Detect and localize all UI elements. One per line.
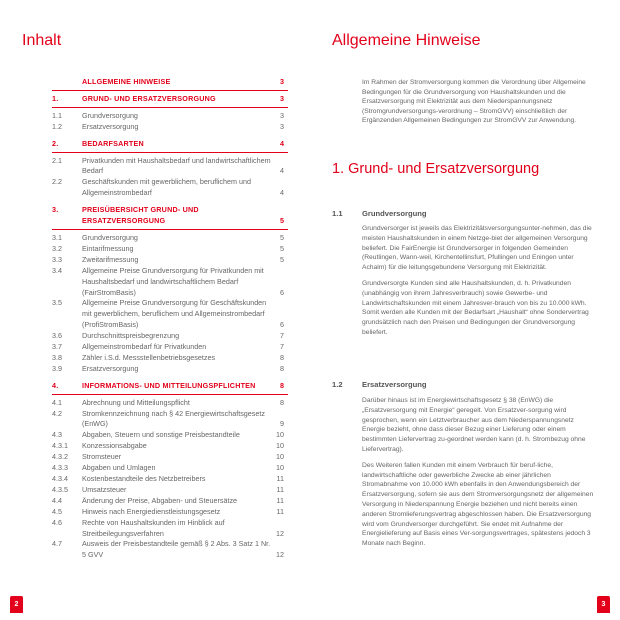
subsection-number: 1.1: [332, 209, 343, 218]
paragraph: Grundversorger ist jeweils das Elektrizitätsversorgungsunter-nehmen, das die meisten Haushaltskunden in einem Netzge-biet der allgemeinen Versorgung beliefert. Die FairEnergie ist Grundversorger in folgenden Gemeinden (Reutlingen, Wann-weil, Kirchentellinsfurt, Pfullingen und Eningen unter Achalm) für die leitungsgebundene Versorgung mit Elektrizität.: [362, 225, 592, 272]
toc-title: Hinweis nach Energiedienstleistungsgesetz: [82, 506, 221, 516]
section-divider: [52, 394, 288, 395]
toc-entry-row[interactable]: [52, 122, 288, 133]
toc-number: 1.: [52, 93, 59, 103]
toc-section-row[interactable]: [52, 94, 288, 105]
toc-page-number: 4: [280, 188, 284, 198]
toc-number: 4.: [52, 380, 59, 390]
toc-number: 2.2: [52, 177, 62, 187]
toc-title: Eintarifmessung: [82, 243, 134, 253]
right-page: [310, 0, 620, 620]
toc-entry-row[interactable]: [52, 518, 288, 540]
toc-title: ALLGEMEINE HINWEISE: [82, 77, 171, 86]
toc-page-number: 10: [276, 463, 284, 473]
toc-entry-row[interactable]: [52, 331, 288, 342]
toc-section-row[interactable]: [52, 205, 288, 227]
toc-page-number: 3: [280, 93, 284, 103]
table-of-contents: [52, 77, 288, 561]
paragraph: Darüber hinaus ist im Energiewirtschaftsgesetz § 38 (EnWG) die „Ersatzversorgung mit Energie“ geregelt. Von Ersatzver-sorgung wird gesprochen, wenn ein Letztverbraucher aus dem Niederspannungsnetz Energie bezieht, ohne dass dieser Bezug einer Lieferung oder einem bestimmten Liefervertrag zu-geordnet werden kann (d. h. Strombezug ohne Liefervertrag).: [362, 397, 586, 453]
toc-page-number: 5: [280, 216, 284, 226]
toc-title: Ersatzversorgung: [82, 121, 139, 131]
toc-title: Konzessionsabgabe: [82, 441, 147, 451]
toc-entry-row[interactable]: [52, 298, 288, 331]
toc-number: 4.3.3: [52, 463, 68, 473]
toc-title: Kostenbestandteile des Netzbetreibers: [82, 474, 206, 483]
toc-title: Änderung der Preise, Abgaben- und Steuersätze: [82, 495, 238, 505]
toc-entry-row[interactable]: [52, 111, 288, 122]
toc-entry-row[interactable]: [52, 353, 288, 364]
toc-title: PREISÜBERSICHT GRUND- UND ERSATZVERSORGUNG: [82, 205, 199, 226]
toc-number: 4.3: [52, 430, 62, 440]
toc-title: Allgemeine Preise Grundversorgung für Privatkunden mit Haushaltsbedarf und landwirtschaftlichem Bedarf (FairStromBasis): [82, 265, 264, 297]
toc-entry-row[interactable]: [52, 233, 288, 244]
toc-title: Durchschnittspreisbegrenzung: [82, 331, 180, 341]
toc-title: Zähler i.S.d. Messstellenbetriebsgesetzes: [82, 352, 216, 362]
toc-page-number: 8: [280, 352, 284, 362]
toc-entry-row[interactable]: [52, 398, 288, 409]
toc-number: 3.8: [52, 352, 62, 362]
section-divider: [52, 107, 288, 108]
toc-entry-row[interactable]: [52, 441, 288, 452]
toc-page-number: 6: [280, 320, 284, 330]
toc-entry-row[interactable]: [52, 507, 288, 518]
toc-page-number: 8: [280, 397, 284, 407]
toc-title: Geschäftskunden mit gewerblichem, beruflichem und Allgemeinstrombedarf: [82, 177, 251, 198]
toc-entry-row[interactable]: [52, 539, 288, 561]
toc-page-number: 12: [276, 550, 284, 560]
toc-title: Abgaben, Steuern und sonstige Preisbestandteile: [82, 430, 240, 440]
section-divider: [52, 152, 288, 153]
toc-number: 4.3.1: [52, 441, 68, 451]
toc-section-row[interactable]: [52, 77, 288, 88]
toc-number: 3.6: [52, 331, 62, 341]
toc-title: Zweitarifmessung: [82, 254, 139, 264]
toc-number: 4.3.4: [52, 474, 68, 483]
toc-page-number: 11: [276, 506, 284, 516]
toc-page-number: 7: [280, 331, 284, 341]
toc-page-number: 9: [280, 419, 284, 429]
toc-page-number: 10: [276, 452, 284, 462]
toc-page-number: 5: [280, 243, 284, 253]
toc-title: Stromkennzeichnung nach § 42 Energiewirtschaftsgesetz (EnWG): [82, 408, 265, 429]
toc-number: 3.4: [52, 265, 62, 275]
intro-paragraph: Im Rahmen der Stromversorgung kommen die Verordnung über Allgemeine Bedingungen für die Grundversorgung von Haushaltskunden und die Ersatzversorgung mit Elektrizität aus dem Niederspannungsnetz (Stromgrundversorgungs-verordnung – StromGVV) einschließlich der Ergänzenden Allgemeinen Bedingungen zur StromGVV zur Anwendung.: [362, 79, 586, 125]
toc-entry-row[interactable]: [52, 177, 288, 199]
toc-page-number: 8: [280, 380, 284, 390]
toc-number: 3.3: [52, 254, 62, 264]
toc-entry-row[interactable]: [52, 156, 288, 178]
subsection-body-1-1: [362, 224, 594, 344]
toc-entry-row[interactable]: [52, 409, 288, 431]
toc-page-number: 11: [276, 495, 284, 505]
toc-number: 4.3.2: [52, 452, 68, 462]
toc-page-number: 5: [280, 232, 284, 242]
toc-title: Rechte von Haushaltskunden im Hinblick auf Streitbeilegungsverfahren: [82, 517, 225, 538]
toc-title: Ausweis der Preisbestandteile gemäß § 2 Abs. 3 Satz 1 Nr. 5 GVV: [82, 539, 271, 560]
paragraph: Grundversorgte Kunden sind alle Haushaltskunden, d. h. Privatkunden (unabhängig von ihrem Jahresverbrauch) sowie Gewerbe- und Landwirtschaftskunden mit einem Jahresver-brauch von bis zu 10.000 kWh. Somit werden alle Kunden mit der Bedarfsart „Haushalt“ ohne Sondervertrag grundsätzlich nach den Preisen und Bedingungen der Grundversorgung beliefert.: [362, 279, 589, 336]
toc-entry-row[interactable]: [52, 474, 288, 485]
toc-page-number: 10: [276, 441, 284, 451]
toc-entry-row[interactable]: [52, 364, 288, 375]
toc-entry-row[interactable]: [52, 463, 288, 474]
toc-page-number: 3: [280, 110, 284, 120]
toc-number: 3.9: [52, 363, 62, 373]
toc-number: 3.1: [52, 232, 62, 242]
subsection-title: Grundversorgung: [362, 209, 427, 218]
section-divider: [52, 90, 288, 91]
toc-title: Ersatzversorgung: [82, 363, 139, 373]
paragraph: Des Weiteren fallen Kunden mit einem Verbrauch für beruf-liche, landwirtschaftliche oder gewerbliche Zwecke ab einer jährlichen Stromabnahme von 10.000 kWh ebenfalls in den Anwendungsbereich der Ersatzversorgung, sofern sie aus dem Stromversorgungsnetz der allgemeinen Versorgung in Niederspannung Energie beziehen und nicht bereits einen anderen Stromlieferungsvertrag abgeschlossen haben. Die Ersatzversorgung wird vom Grundversorger durchgeführt. Sie endet mit Aufnahme der Energielieferung auf Basis eines Ver-sorgungsvertrages, spätestens jedoch 3 Monate nach Beginn.: [362, 461, 594, 548]
subsection-heading-1-1: [332, 209, 427, 218]
toc-title: Allgemeinstrombedarf für Privatkunden: [82, 342, 207, 352]
toc-page-number: 11: [276, 484, 284, 494]
toc-entry-row[interactable]: [52, 244, 288, 255]
toc-number: 4.6: [52, 517, 62, 527]
toc-number: 4.7: [52, 539, 62, 549]
page-number-right: 3: [597, 596, 610, 613]
subsection-title: Ersatzversorgung: [362, 380, 427, 389]
subsection-body-1-2: [362, 396, 594, 555]
toc-number: 4.3.5: [52, 484, 68, 494]
toc-page-number: 12: [276, 528, 284, 538]
toc-page-number: 3: [280, 121, 284, 131]
toc-number: 3.7: [52, 342, 62, 352]
subsection-number: 1.2: [332, 380, 343, 389]
toc-title: INFORMATIONS- UND MITTEILUNGSPFLICHTEN: [82, 380, 256, 390]
toc-title: Abgaben und Umlagen: [82, 463, 156, 473]
toc-page-number: 5: [280, 254, 284, 264]
toc-page-number: 7: [280, 342, 284, 352]
toc-title: Stromsteuer: [82, 452, 122, 462]
toc-number: 3.5: [52, 298, 62, 308]
toc-entry-row[interactable]: [52, 496, 288, 507]
toc-number: 2.: [52, 138, 59, 148]
toc-number: 4.4: [52, 495, 62, 505]
toc-number: 3.2: [52, 243, 62, 253]
toc-page-number: 6: [280, 287, 284, 297]
toc-page-number: 4: [280, 138, 284, 148]
toc-entry-row[interactable]: [52, 430, 288, 441]
toc-number: 3.: [52, 205, 59, 215]
section-heading: 1. Grund- und Ersatzversorgung: [332, 161, 540, 177]
toc-number: 4.5: [52, 506, 62, 516]
toc-entry-row[interactable]: [52, 342, 288, 353]
toc-title: Grundversorgung: [82, 110, 138, 120]
toc-entry-row[interactable]: [52, 485, 288, 496]
toc-section-row[interactable]: [52, 381, 288, 392]
toc-entry-row[interactable]: [52, 452, 288, 463]
toc-page-number: 11: [276, 474, 284, 483]
toc-page-number: 8: [280, 363, 284, 373]
general-notes-heading: Allgemeine Hinweise: [332, 32, 481, 49]
toc-number: 1.2: [52, 121, 62, 131]
toc-heading: Inhalt: [22, 32, 62, 49]
toc-section-row[interactable]: [52, 139, 288, 150]
toc-title: Privatkunden mit Haushaltsbedarf und landwirtschaftlichem Bedarf: [82, 155, 271, 176]
toc-page-number: 4: [280, 166, 284, 176]
toc-title: GRUND- UND ERSATZVERSORGUNG: [82, 93, 216, 103]
toc-page-number: 10: [276, 430, 284, 440]
toc-title: Allgemeine Preise Grundversorgung für Geschäftskunden mit gewerblichem, beruflichem und Allgemeinstrombedarf (ProfiStromBasis): [82, 298, 267, 330]
subsection-heading-1-2: [332, 380, 427, 389]
toc-entry-row[interactable]: [52, 266, 288, 299]
toc-title: Abrechnung und Mitteilungspflicht: [82, 397, 190, 407]
toc-number: 4.2: [52, 408, 62, 418]
page-number-left: 2: [10, 596, 23, 613]
toc-title: Umsatzsteuer: [82, 484, 127, 494]
toc-number: 2.1: [52, 155, 62, 165]
section-divider: [52, 229, 288, 230]
toc-entry-row[interactable]: [52, 255, 288, 266]
toc-page-number: 3: [280, 77, 284, 86]
toc-number: 1.1: [52, 110, 62, 120]
toc-number: 4.1: [52, 397, 62, 407]
toc-title: Grundversorgung: [82, 232, 138, 242]
toc-title: BEDARFSARTEN: [82, 138, 144, 148]
